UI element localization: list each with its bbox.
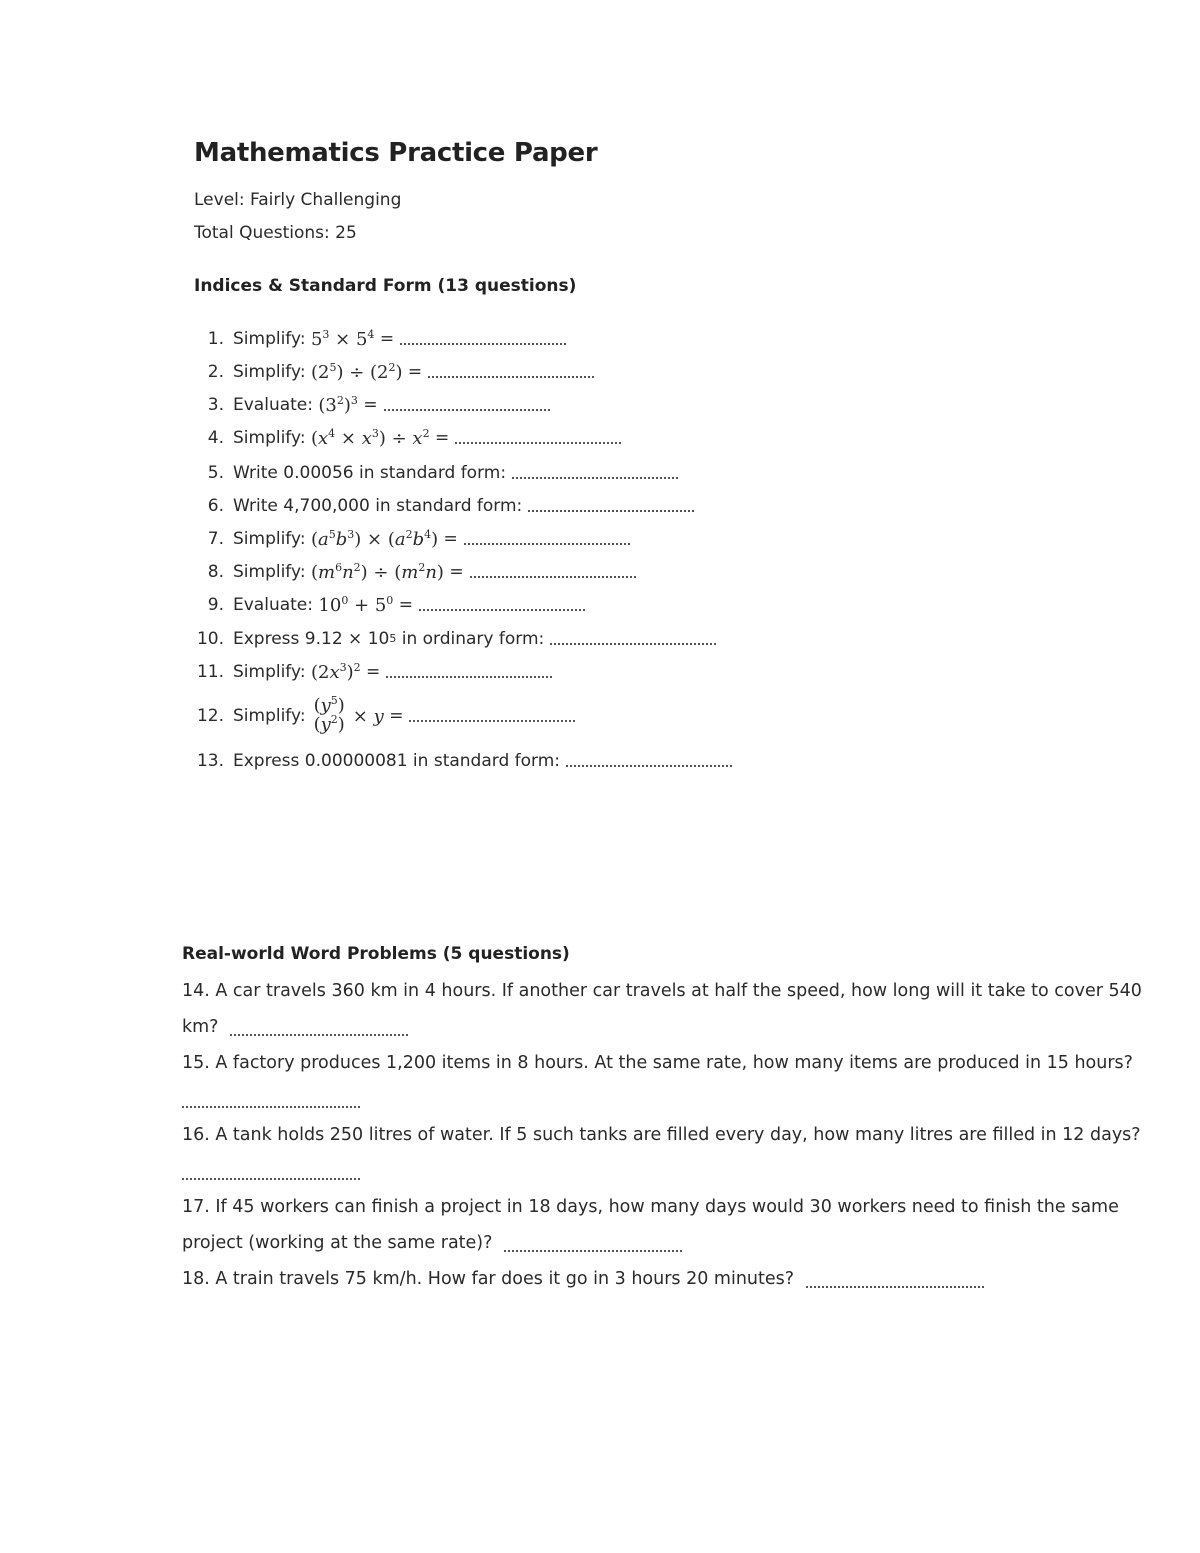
equals-sign: = <box>379 329 395 349</box>
equals-sign: = <box>398 595 413 615</box>
question-2 <box>194 357 814 387</box>
question-text: Express 0.00000081 in standard form: <box>233 751 561 771</box>
question-7 <box>194 524 814 554</box>
answer-blank[interactable] <box>384 407 550 411</box>
section-heading-indices: Indices & Standard Form (13 questions) <box>194 276 577 296</box>
question-3 <box>194 390 814 420</box>
answer-blank[interactable] <box>455 440 621 444</box>
word-question-15 <box>182 1045 1172 1117</box>
question-prompt: Simplify: <box>233 329 306 349</box>
math-expression: $(2x^3)^2$ <box>310 660 361 683</box>
level-value: Fairly Challenging <box>250 190 402 210</box>
answer-blank[interactable] <box>464 541 630 545</box>
page-title: Mathematics Practice Paper <box>194 138 598 168</box>
math-expression: $(m^6n^2) \div (m^2n)$ <box>310 560 444 583</box>
answer-blank[interactable] <box>528 508 694 512</box>
math-expression: $(x^4 \times x^3) \div x^2$ <box>310 426 430 449</box>
question-text: 15. A factory produces 1,200 items in 8 hours. At the same rate, how many items are produced in 15 hours? <box>182 1053 1133 1073</box>
math-expression: $(2^5) \div (2^2)$ <box>310 360 403 383</box>
answer-blank[interactable] <box>806 1284 984 1288</box>
equals-sign: = <box>407 362 423 382</box>
question-text: 18. A train travels 75 km/h. How far does it go in 3 hours 20 minutes? <box>182 1269 795 1289</box>
question-prompt: Simplify: <box>233 362 306 382</box>
math-expression: $5^3 \times 5^4$ <box>310 327 375 350</box>
equals-sign: = <box>363 395 378 415</box>
question-number: 13. <box>196 751 224 771</box>
question-text: 16. A tank holds 250 litres of water. If 5 such tanks are filled every day, how many litres are filled in 12 days? <box>182 1125 1141 1145</box>
math-expression: $10^0 + 5^0$ <box>318 593 394 616</box>
question-1 <box>194 324 814 354</box>
level-label: Level: <box>194 190 245 210</box>
section-heading-word-problems: Real-world Word Problems (5 questions) <box>182 944 570 964</box>
answer-blank[interactable] <box>386 674 552 678</box>
question-suffix: in ordinary form: <box>401 629 545 649</box>
equals-sign: = <box>389 706 404 726</box>
equals-sign: = <box>366 662 381 682</box>
question-prompt: Simplify: <box>233 428 306 448</box>
question-number: 1. <box>207 329 224 349</box>
math-expression: × y <box>352 705 384 727</box>
question-text: Write 4,700,000 in standard form: <box>233 496 523 516</box>
question-number: 10. <box>196 629 224 649</box>
level-info <box>194 190 401 210</box>
question-number: 6. <box>207 496 224 516</box>
answer-blank[interactable] <box>550 641 716 645</box>
equals-sign: = <box>449 562 464 582</box>
answer-blank[interactable] <box>470 574 636 578</box>
question-prompt: Simplify: <box>233 529 306 549</box>
answer-blank[interactable] <box>419 607 585 611</box>
question-number: 4. <box>207 428 224 448</box>
answer-blank[interactable] <box>512 475 678 479</box>
question-12 <box>194 684 814 748</box>
answer-blank[interactable] <box>566 763 732 767</box>
math-expression: $(3^2)^3$ <box>318 393 358 416</box>
question-text: 17. If 45 workers can finish a project in 18 days, how many days would 30 workers need to finish the same project (working at the same rate)? <box>182 1197 1119 1253</box>
total-value: 25 <box>335 223 357 243</box>
question-number: 5. <box>207 463 224 483</box>
question-prompt: Simplify: <box>233 562 306 582</box>
question-number: 2. <box>207 362 224 382</box>
answer-blank[interactable] <box>504 1248 682 1252</box>
word-question-17 <box>182 1189 1172 1261</box>
question-9 <box>194 590 814 620</box>
question-prompt: Evaluate: <box>233 395 313 415</box>
answer-blank[interactable] <box>230 1032 408 1036</box>
answer-blank[interactable] <box>409 718 575 722</box>
question-number: 12. <box>196 706 224 726</box>
question-prompt: Evaluate: <box>233 595 313 615</box>
total-questions-info <box>194 223 357 243</box>
question-text: 14. A car travels 360 km in 4 hours. If another car travels at half the speed, how long will it take to cover 540 km? <box>182 981 1142 1037</box>
question-13 <box>194 746 814 776</box>
question-6 <box>194 491 814 521</box>
question-5 <box>194 458 814 488</box>
word-question-16 <box>182 1117 1172 1189</box>
question-number: 7. <box>207 529 224 549</box>
question-number: 3. <box>207 395 224 415</box>
question-prompt: Simplify: <box>233 706 306 726</box>
math-expression: $(a^5b^3) \times (a^2b^4)$ <box>310 527 439 550</box>
question-number: 8. <box>207 562 224 582</box>
answer-blank[interactable] <box>182 1104 360 1108</box>
question-text: Write 0.00056 in standard form: <box>233 463 507 483</box>
equals-sign: = <box>434 428 450 448</box>
equals-sign: = <box>443 529 458 549</box>
word-question-14 <box>182 973 1172 1045</box>
total-label: Total Questions: <box>194 223 330 243</box>
answer-blank[interactable] <box>400 341 566 345</box>
question-number: 11. <box>196 662 224 682</box>
question-10: 10. Express 9.12 × 10 5 in ordinary form: <box>194 624 814 654</box>
answer-blank[interactable] <box>428 374 594 378</box>
word-question-18 <box>182 1261 1172 1297</box>
question-8 <box>194 557 814 587</box>
question-4 <box>194 423 814 453</box>
fraction-expression: $(y^5)$ $(y^2)$ <box>313 694 345 735</box>
question-prompt: Simplify: <box>233 662 306 682</box>
question-prompt: Express 9.12 × 10 <box>233 629 390 649</box>
question-11 <box>194 657 814 687</box>
question-number: 9. <box>207 595 224 615</box>
answer-blank[interactable] <box>182 1176 360 1180</box>
